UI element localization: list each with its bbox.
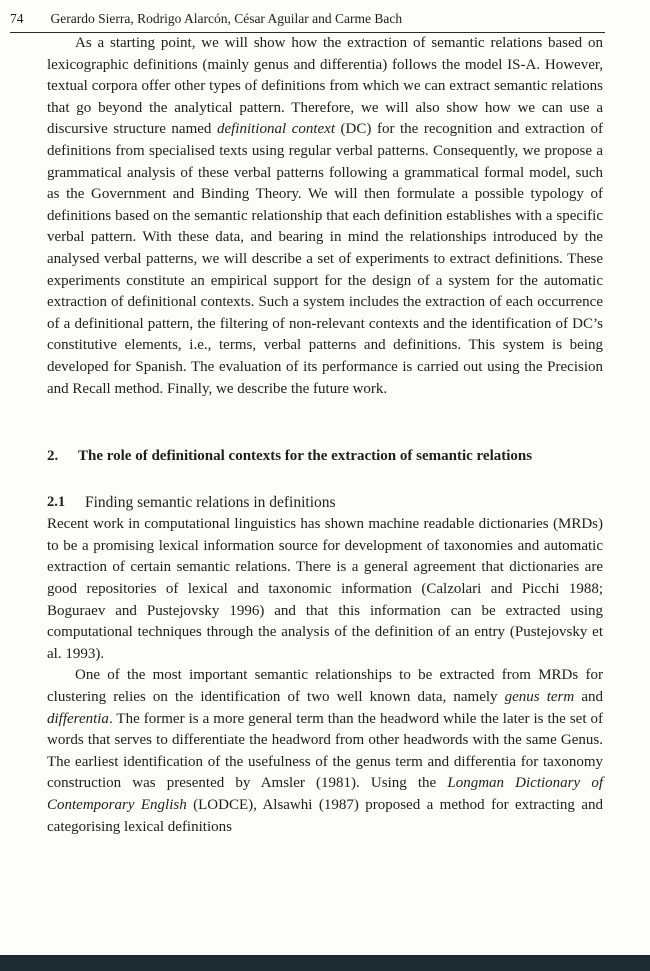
bottom-bar (0, 955, 650, 971)
page-number: 74 (10, 11, 24, 26)
subsection-number: 2.1 (47, 494, 66, 511)
running-head: Gerardo Sierra, Rodrigo Alarcón, César Aguilar and Carme Bach (50, 11, 403, 26)
paragraph-genus-differentia: One of the most important semantic relationships to be extracted from MRDs for clustering relies on the identification of two well known data, namely genus term and differentia. The former is a more general term than the headword while the later is the set of words that serves to differentiate the headword from other headwords with the same Genus. The earliest identification of the usefulness of the genus term and differentia for taxonomy construction was presented by Amsler (1981). Using the Longman Dictionary of Contemporary English (LODCE), Alsawhi (1987) proposed a method for extracting and categorising lexical definitions (47, 667, 603, 835)
section-title: The role of definitional contexts for the extraction of semantic relations (78, 448, 533, 465)
section-heading (47, 446, 603, 466)
page-header (0, 0, 650, 27)
subsection-heading (47, 493, 603, 514)
section-number: 2. (47, 448, 59, 465)
paragraph-recent-work: Recent work in computational linguistics has shown machine readable dictionaries (MRDs) to be a promising lexical information source for development of taxonomies and automatic extraction of certain semantic relations. There is a general agreement that dictionaries are good repositories of lexical and taxonomic information (Calzolari and Picchi 1988; Boguraev and Pustejovsky 1996) and that this information can be extracted using computational techniques through the analysis of the definition of an entry (Pustejovsky et al. 1993). (47, 516, 603, 662)
subsection-title: Finding semantic relations in definitions (85, 494, 336, 512)
page-body (0, 33, 650, 838)
paragraph-intro: As a starting point, we will show how the extraction of semantic relations based on lexicographic definitions (mainly genus and differentia) follows the model IS-A. However, textual corpora offer other types of definitions from which we can extract semantic relations that go beyond the analytical pattern. Therefore, we will also show how we can use a discursive structure named definitional context (DC) for the recognition and extraction of definitions from specialised texts using regular verbal patterns. Consequently, we propose a grammatical analysis of these verbal patterns following a grammatical formal model, such as the Government and Binding Theory. We will then formulate a possible typology of definitions based on the semantic relationship that each definition establishes with a specific verbal pattern. With these data, and bearing in mind the relationships introduced by the analysed verbal patterns, we will describe a set of experiments to extract definitions. These experiments constitute an empirical support for the design of a system for the automatic extraction of definitional contexts. Such a system includes the extraction of each occurrence of a definitional pattern, the filtering of non-relevant contexts and the identification of DC’s constitutive elements, i.e., terms, verbal patterns and definitions. This system is being developed for Spanish. The evaluation of its performance is carried out using the Precision and Recall method. Finally, we describe the future work. (47, 35, 603, 397)
